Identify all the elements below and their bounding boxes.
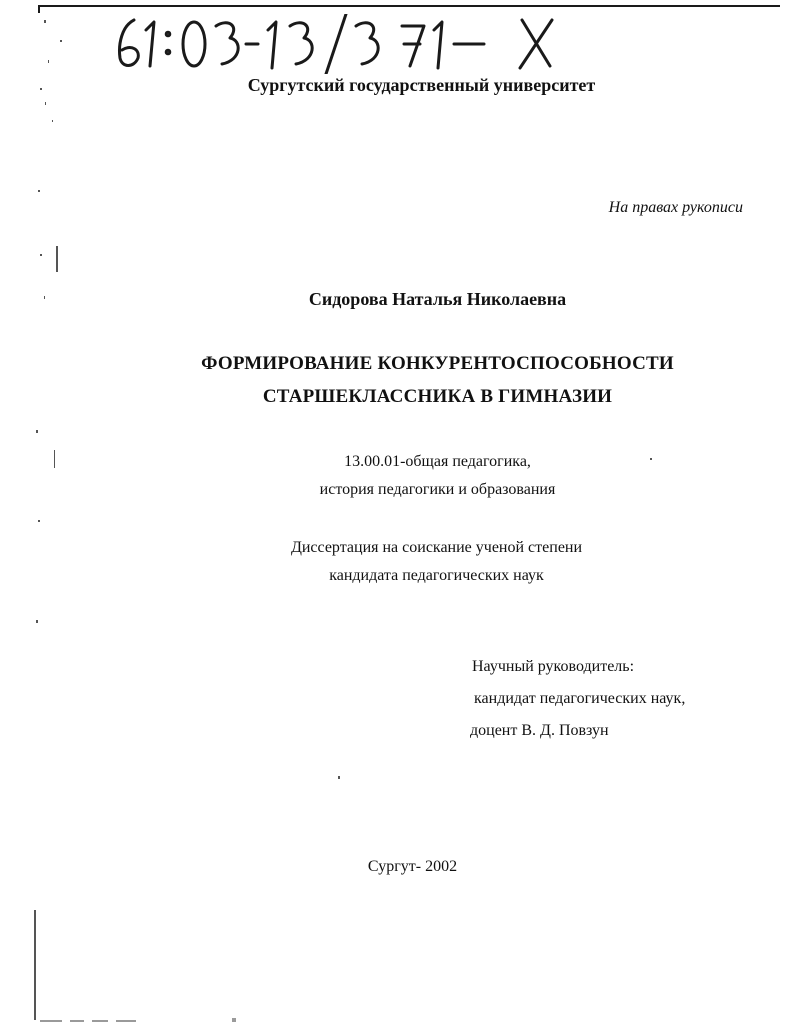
specialty-block [0, 448, 795, 504]
handwritten-code [112, 14, 582, 74]
supervisor-block [470, 651, 685, 747]
degree-line-2: кандидата педагогических наук [329, 567, 544, 584]
dissertation-title [0, 347, 795, 413]
title-line-1: ФОРМИРОВАНИЕ КОНКУРЕНТОСПОСОБНОСТИ [201, 353, 674, 374]
specialty-line-1: 13.00.01-общая педагогика, [344, 453, 531, 470]
manuscript-note: На правах рукописи [608, 199, 743, 216]
supervisor-label: Научный руководитель: [472, 658, 635, 675]
title-line-2: СТАРШЕКЛАССНИКА В ГИМНАЗИИ [262, 386, 613, 407]
supervisor-degree: кандидат педагогических наук, [474, 690, 686, 707]
top-border-rule [38, 5, 780, 7]
degree-line-1: Диссертация на соискание ученой степени [290, 539, 583, 556]
top-border-tick [38, 5, 40, 13]
supervisor-name: доцент В. Д. Повзун [470, 722, 609, 739]
city-year: Сургут- 2002 [367, 858, 458, 875]
author-name: Сидорова Наталья Николаевна [308, 289, 567, 309]
dissertation-degree-block [0, 534, 795, 590]
university-name: Сургутский государственный университет [247, 75, 596, 95]
specialty-line-2: история педагогики и образования [319, 481, 556, 498]
